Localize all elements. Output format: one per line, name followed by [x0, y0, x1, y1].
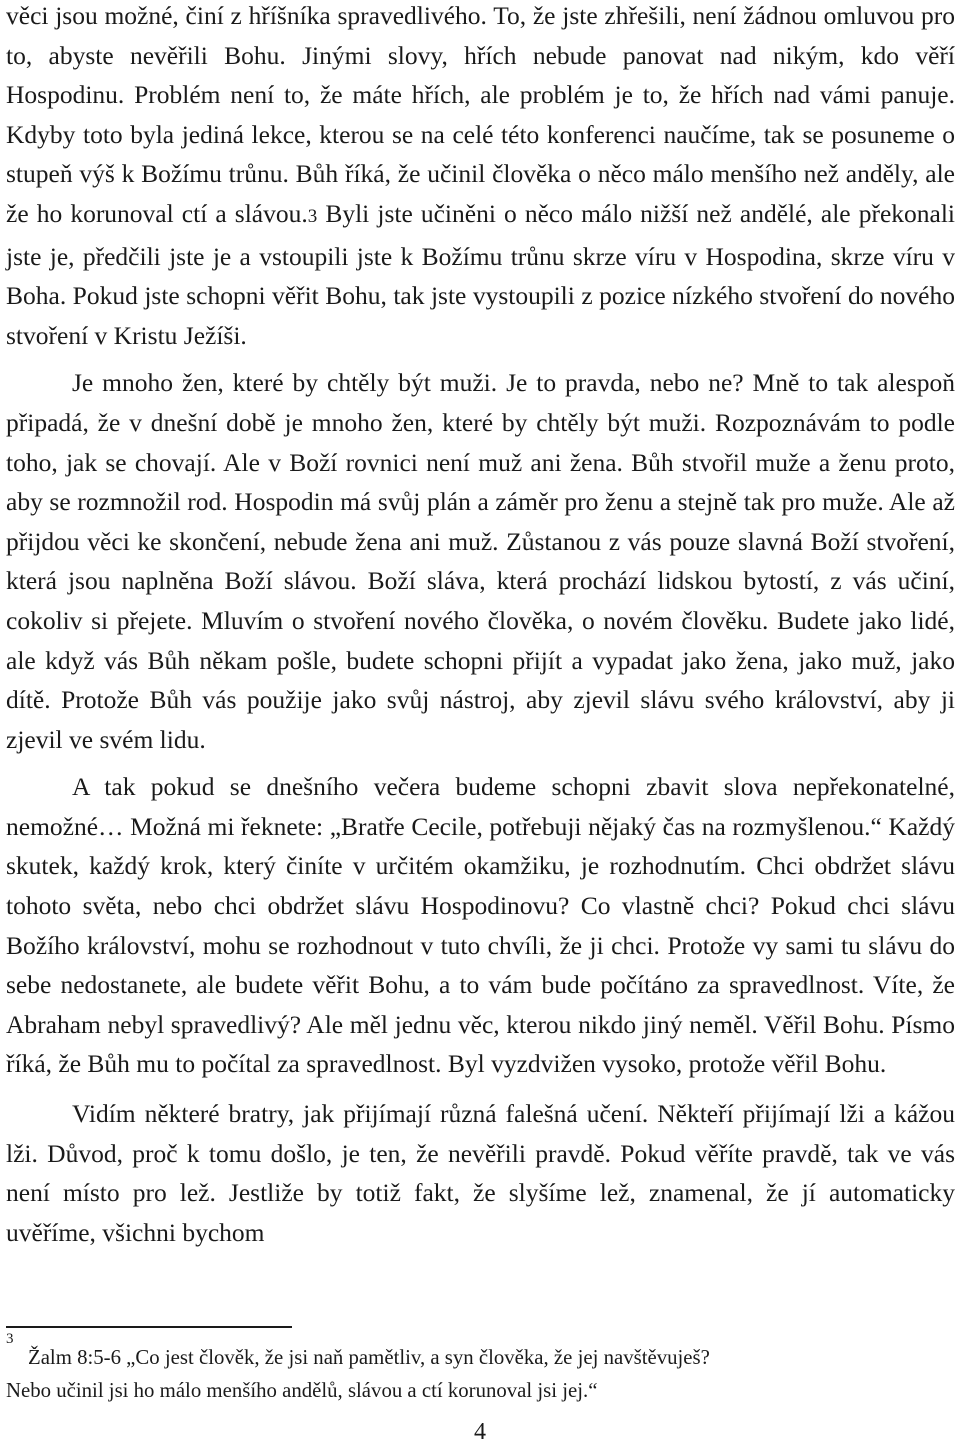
- paragraph-2: Je mnoho žen, které by chtěly být muži. Je to pravda, nebo ne? Mně to tak alespoň připadá, že v dnešní době je mnoho žen, které by chtěly být muži. Rozpoznávám to podle toho, jak se chovají. Ale v Boží rovnici není muž ani žena. Bůh stvořil muže a ženu proto, aby se rozmnožil rod. Hospodin má svůj plán a záměr pro ženu a stejně tak pro muže. Ale až přijdou věci ke skončení, nebude žena ani muž. Zůstanou z vás pouze slavná Boží stvoření, která jsou naplněna Boží slávou. Boží sláva, která prochází lidskou bytostí, z vás učiní, cokoliv si přejete. Mluvím o stvoření nového člověka, o novém člověku. Budete jako lidé, ale když vás Bůh někam pošle, budete schopni přijít a vypadat jako žena, jako muž, jako dítě. Protože Bůh vás použije jako svůj nástroj, aby zjevil slávu svého království, aby ji zjevil ve svém lidu.: [6, 368, 955, 754]
- footnote-mark: 3: [6, 1331, 14, 1347]
- page-number: 4: [474, 1419, 486, 1445]
- paragraph-1-text-b: Byli jste učiněni o něco málo nižší než andělé, ale překonali jste je, předčili jste je a vstoupili jste k Božímu trůnu skrze víru v Hospodina, skrze víru v Boha. Pokud jste schopni věřit Bohu, tak jste vystoupili z pozice nízkého stvoření do nového stvoření v Kristu Ježíši.: [6, 198, 955, 350]
- footnote-text-2: Nebo učinil jsi ho málo menšího andělů, slávou a ctí korunoval jsi jej.“: [6, 1378, 598, 1402]
- footnote-reference: 3: [307, 205, 318, 227]
- document-body: [6, 0, 955, 1252]
- footnote-text-1: Žalm 8:5-6 „Co jest člověk, že jsi naň pamětliv, a syn člověka, že jej navštěvuješ?: [28, 1346, 710, 1369]
- footnote-line-1: [6, 1332, 955, 1375]
- paragraph-1-text-a: věci jsou možné, činí z hříšníka spravedlivého. To, že jste zhřešili, není žádnou omluvou pro to, abyste nevěřili Bohu. Jinými slovy, hřích nebude panovat nad nikým, kdo věří Hospodinu. Problém není to, že máte hřích, ale problém je to, že hřích nad vámi panuje. Kdyby toto byla jediná lekce, kterou se na celé této konferenci naučíme, tak se posuneme o stupeň výš k Božímu trůnu. Bůh říká, že učinil člověka o něco málo menšího než anděly, ale že ho korunoval ctí a slávou.: [6, 1, 955, 228]
- footnote: [6, 1332, 955, 1407]
- paragraph-1: [6, 0, 955, 355]
- paragraph-4: Vidím některé bratry, jak přijímají různá falešná učení. Někteří přijímají lži a kážou lži. Důvod, proč k tomu došlo, je ten, že nevěřili pravdě. Pokud věříte pravdě, tak ve vás není místo pro lež. Jestliže by totiž fakt, že slyšíme lež, znamenal, že jí automaticky uvěříme, všichni bychom: [6, 1099, 955, 1247]
- footnote-separator: [6, 1326, 292, 1328]
- paragraph-3: A tak pokud se dnešního večera budeme schopni zbavit slova nepřekonatelné, nemožné… Možná mi řeknete: „Bratře Cecile, potřebuji nějaký čas na rozmyšlenou.“ Každý skutek, každý krok, který činíte v určitém okamžiku, je rozhodnutím. Chci obdržet slávu tohoto světa, nebo chci obdržet slávu Hospodinovu? Co vlastně chci? Pokud chci slávu Božího království, mohu se rozhodnout v tuto chvíli, že ji chci. Protože vy sami tu slávu do sebe nedostanete, ale budete věřit Bohu, a to vám bude počítáno za spravedlnost. Víte, že Abraham nebyl spravedlivý? Ale měl jednu věc, kterou nikdo jiný neměl. Věřil Bohu. Písmo říká, že Bůh mu to počítal za spravedlnost. Byl vyzdvižen vysoko, protože věřil Bohu.: [6, 772, 955, 1079]
